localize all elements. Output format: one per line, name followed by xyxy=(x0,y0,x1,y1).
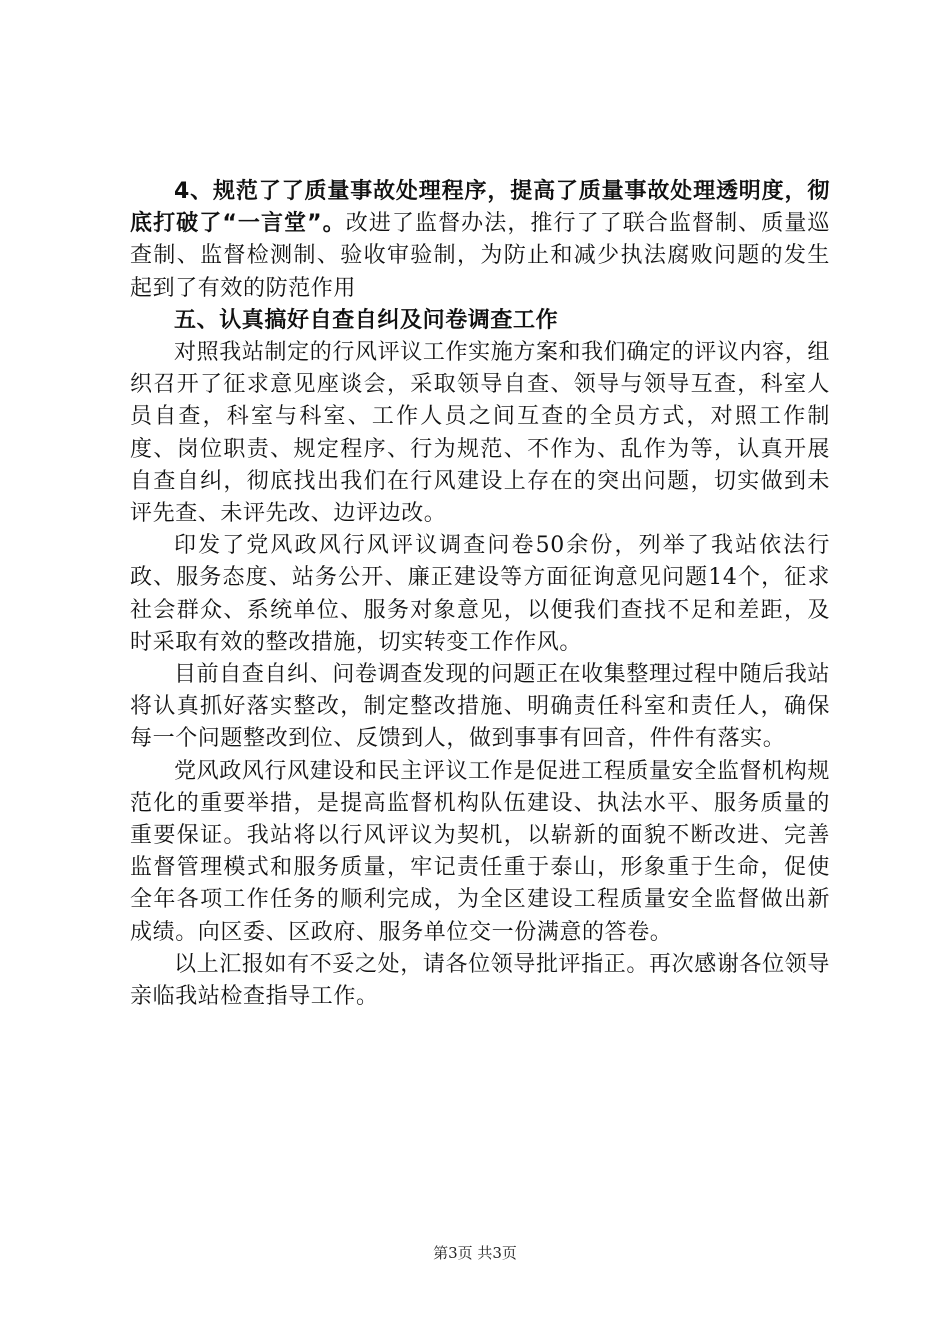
paragraph-conclusion: 党风政风行风建设和民主评议工作是促进工程质量安全监督机构规范化的重要举措，是提高监督机构队伍建设、执法水平、服务质量的重要保证。我站将以行风评议为契机，以崭新的面貌不断改进、完善监督管理模式和服务质量，牢记责任重于泰山，形象重于生命，促使全年各项工作任务的顺利完成，为全区建设工程质量安全监督做出新成绩。向区委、区政府、服务单位交一份满意的答卷。 xyxy=(130,758,830,945)
document-body xyxy=(130,176,830,1013)
paragraph-closing: 以上汇报如有不妥之处，请各位领导批评指正。再次感谢各位领导亲临我站检查指导工作。 xyxy=(130,951,830,1010)
page-number-footer: 第3页 共3页 xyxy=(433,1244,517,1262)
paragraph-self-inspection: 对照我站制定的行风评议工作实施方案和我们确定的评议内容，组织召开了征求意见座谈会，采取领导自查、领导与领导互查，科室人员自查，科室与科室、工作人员之间互查的全员方式，对照工作制度、岗位职责、规定程序、行为规范、不作为、乱作为等，认真开展自查自纠，彻底找出我们在行风建设上存在的突出问题，切实做到未评先查、未评先改、边评边改。 xyxy=(130,340,830,527)
paragraph-rectification: 目前自查自纠、问卷调查发现的问题正在收集整理过程中随后我站将认真抓好落实整改，制定整改措施、明确责任科室和责任人，确保每一个问题整改到位、反馈到人，做到事事有回音，件件有落实。 xyxy=(130,662,830,752)
section-5-heading: 五、认真搞好自查自纠及问卷调查工作 xyxy=(174,307,559,333)
paragraph-item-4 xyxy=(130,176,830,305)
item-4-text: 改进了监督办法，推行了了联合监督制、质量巡查制、监督检测制、验收审验制，为防止和减少执法腐败问题的发生起到了有效的防范作用 xyxy=(130,211,830,301)
paragraph-questionnaire: 印发了党风政风行风评议调查问卷50余份，列举了我站依法行政、服务态度、站务公开、廉正建设等方面征询意见问题14个，征求社会群众、系统单位、服务对象意见，以便我们查找不足和差距，及时采取有效的整改措施，切实转变工作作风。 xyxy=(130,533,830,655)
item-4-lead: 4、规范了了质量事故处理程序，提高了质量事故处理透明度，彻底打破了“一言堂”。 xyxy=(130,179,830,237)
